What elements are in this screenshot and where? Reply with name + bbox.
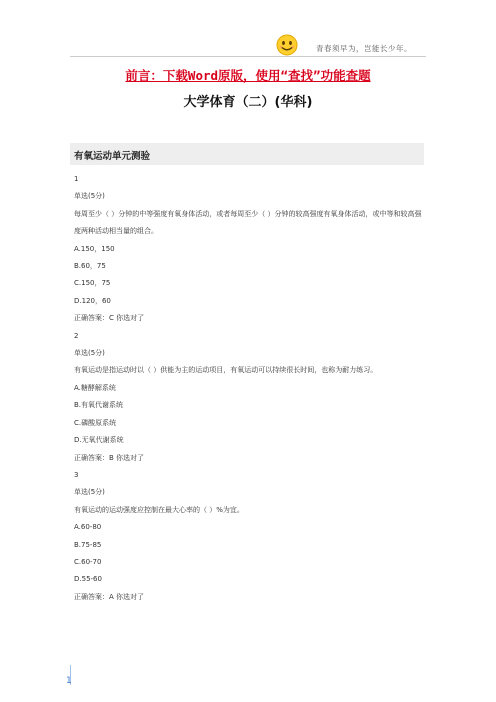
question-number: 2 <box>74 331 79 340</box>
option-b: B.60，75 <box>74 262 106 271</box>
section-title: 有氧运动单元测验 <box>74 151 151 162</box>
question-list <box>74 171 426 606</box>
question-type: 单选(5分) <box>74 349 105 358</box>
answer-line: 正确答案：B 你选对了 <box>74 453 145 462</box>
option-d: D.55-60 <box>74 575 102 584</box>
answer-line: 正确答案：A 你选对了 <box>74 592 145 601</box>
section-heading-bar <box>70 143 424 165</box>
question-number: 1 <box>74 175 79 183</box>
option-d: D.无氧代谢系统 <box>74 436 124 445</box>
option-c: C.磷酸原系统 <box>74 418 117 427</box>
download-notice-banner: 前言：下载Word原版，使用“查找”功能查题 <box>125 68 371 83</box>
question-stem: 有氧运动的运动强度应控制在最大心率的（ ）%为宜。 <box>74 505 244 514</box>
answer-line: 正确答案：C 你选对了 <box>74 314 145 323</box>
question-block <box>74 171 426 328</box>
question-number: 3 <box>74 470 79 479</box>
header-motto: 青春须早为，岂能长少年。 <box>316 44 412 53</box>
question-type: 单选(5分) <box>74 488 105 497</box>
option-a: A.60-80 <box>74 523 102 532</box>
question-stem: 每周至少（ ）分钟的中等强度有氧身体活动，或者每周至少（ ）分钟的较高强度有氧身体活动，或中等和较高强度两种活动相当量的组合。 <box>74 209 422 236</box>
question-block <box>74 328 426 467</box>
option-a: A.糖酵解系统 <box>74 383 116 392</box>
question-type: 单选(5分) <box>74 192 105 201</box>
option-a: A.150，150 <box>74 244 115 253</box>
question-stem: 有氧运动是指运动时以（ ）供能为主的运动项目，有氧运动可以持续很长时间，也称为耐力练习。 <box>74 366 378 375</box>
option-c: C.150，75 <box>74 279 111 288</box>
page-header <box>0 0 496 62</box>
page-number: 1 <box>66 676 72 686</box>
header-divider <box>70 56 426 57</box>
document-title: 大学体育（二）(华科) <box>183 95 313 110</box>
option-b: B.有氧代谢系统 <box>74 401 124 410</box>
option-d: D.120，60 <box>74 296 111 305</box>
option-b: B.75-85 <box>74 540 102 549</box>
option-c: C.60-70 <box>74 557 102 566</box>
smiley-face-icon <box>275 33 299 57</box>
question-block <box>74 467 426 606</box>
